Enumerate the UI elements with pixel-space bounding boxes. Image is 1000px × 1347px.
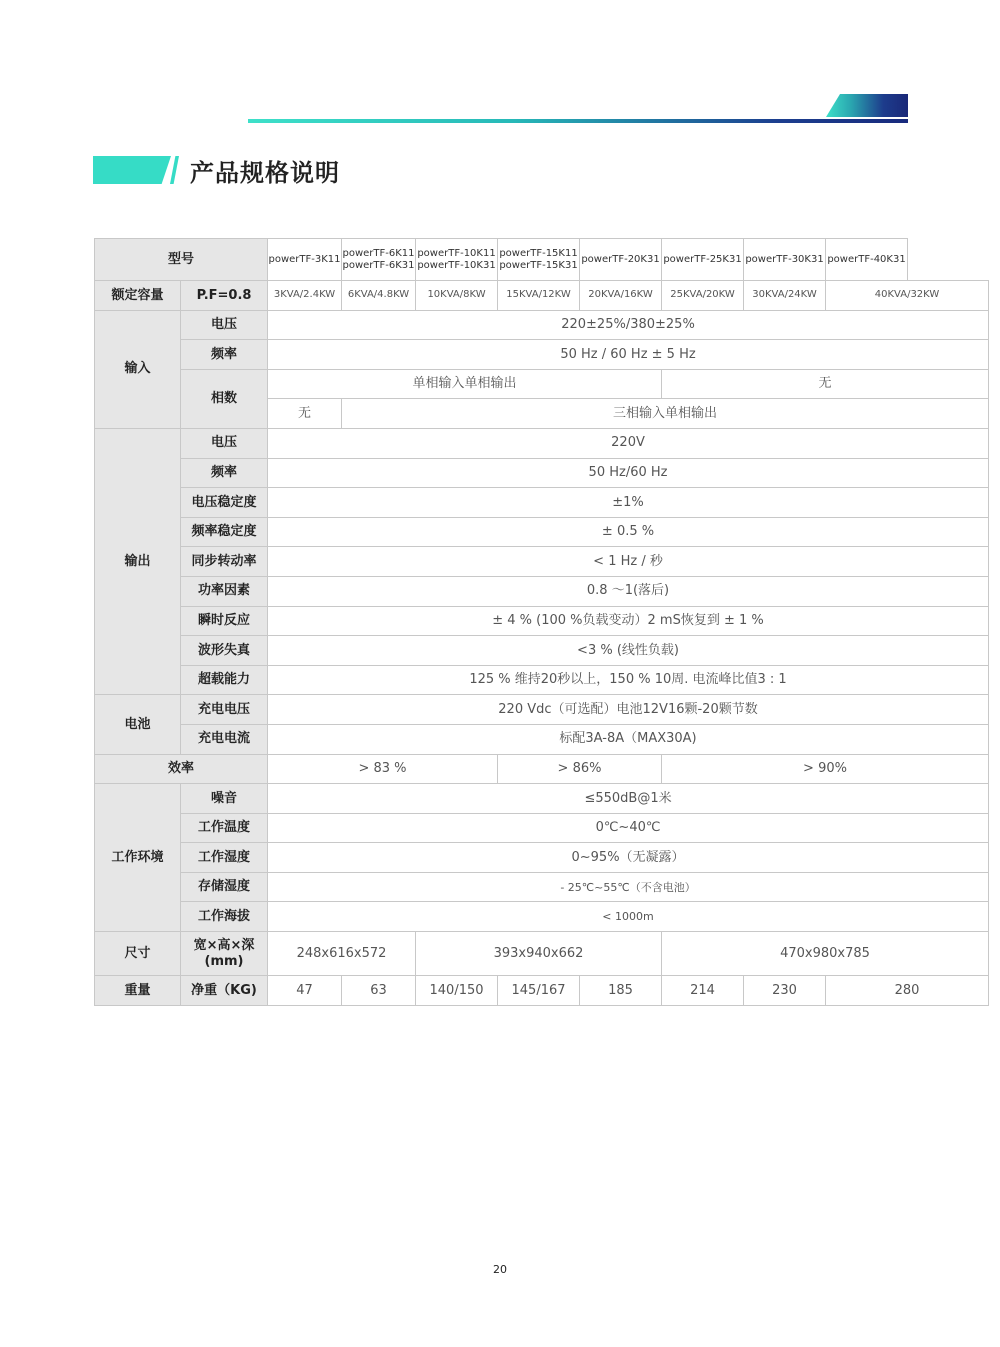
model-cell: powerTF-6K11 powerTF-6K31 [342, 239, 416, 281]
output-transient-label: 瞬时反应 [181, 606, 268, 636]
output-voltage: 220V [268, 428, 989, 458]
env-temp: 0℃~40℃ [268, 813, 989, 843]
output-thd: <3 % (线性负载) [268, 636, 989, 666]
capacity-cell: 6KVA/4.8KW [342, 281, 416, 311]
input-phase-three-none: 无 [268, 399, 342, 429]
battery-label: 电池 [95, 695, 181, 754]
capacity-cell: 30KVA/24KW [744, 281, 826, 311]
output-frequency-label: 频率 [181, 458, 268, 488]
page-number: 20 [493, 1263, 507, 1276]
input-voltage: 220±25%/380±25% [268, 310, 989, 340]
input-voltage-label: 电压 [181, 310, 268, 340]
efficiency-cell: > 86% [498, 754, 662, 784]
weight-cell: 145/167 [498, 976, 580, 1006]
env-humidity: 0~95%（无凝露） [268, 843, 989, 873]
header-gradient-line [248, 119, 908, 123]
output-label: 输出 [95, 428, 181, 694]
title-accent-bar [93, 156, 171, 184]
capacity-row [95, 281, 989, 311]
output-fstab-label: 频率稳定度 [181, 517, 268, 547]
page-title: 产品规格说明 [190, 159, 340, 187]
output-overload-label: 超载能力 [181, 665, 268, 695]
size-cell: 393x940x662 [416, 932, 662, 976]
env-temp-label: 工作温度 [181, 813, 268, 843]
capacity-label: 额定容量 [95, 281, 181, 311]
size-label: 尺寸 [95, 932, 181, 976]
size-cell: 470x980x785 [662, 932, 989, 976]
output-pf: 0.8 ～1(落后) [268, 576, 989, 606]
output-vstab-label: 电压稳定度 [181, 488, 268, 518]
env-noise-label: 噪音 [181, 784, 268, 814]
capacity-cell: 15KVA/12KW [498, 281, 580, 311]
env-storage-label: 存储湿度 [181, 872, 268, 902]
input-phase-single-none: 无 [662, 369, 989, 399]
env-noise: ≤550dB@1米 [268, 784, 989, 814]
model-cell: powerTF-10K11 powerTF-10K31 [416, 239, 498, 281]
battery-charge-v: 220 Vdc（可选配）电池12V16颗-20颗节数 [268, 695, 989, 725]
model-cell: powerTF-40K31 [826, 239, 908, 281]
output-voltage-label: 电压 [181, 428, 268, 458]
size-sub-label: 宽×高×深 (mm) [181, 932, 268, 976]
model-cell: powerTF-15K11 powerTF-15K31 [498, 239, 580, 281]
weight-cell: 47 [268, 976, 342, 1006]
capacity-cell: 10KVA/8KW [416, 281, 498, 311]
output-thd-label: 波形失真 [181, 636, 268, 666]
input-phase-three: 三相输入单相输出 [342, 399, 989, 429]
input-phase-label: 相数 [181, 369, 268, 428]
capacity-cell: 3KVA/2.4KW [268, 281, 342, 311]
output-fstab: ± 0.5 % [268, 517, 989, 547]
capacity-cell: 25KVA/20KW [662, 281, 744, 311]
input-frequency: 50 Hz / 60 Hz ± 5 Hz [268, 340, 989, 370]
capacity-cell: 20KVA/16KW [580, 281, 662, 311]
input-label: 输入 [95, 310, 181, 428]
battery-charge-i-label: 充电电流 [181, 724, 268, 754]
weight-cell: 214 [662, 976, 744, 1006]
environment-label: 工作环境 [95, 784, 181, 932]
model-row [95, 239, 989, 281]
model-cell: powerTF-30K31 [744, 239, 826, 281]
pf-label: P.F=0.8 [181, 281, 268, 311]
input-frequency-label: 频率 [181, 340, 268, 370]
output-transient: ± 4 % (100 %负载变动）2 mS恢复到 ± 1 % [268, 606, 989, 636]
env-altitude-label: 工作海拔 [181, 902, 268, 932]
output-overload: 125 % 维持20秒以上，150 % 10周. 电流峰比值3 : 1 [268, 665, 989, 695]
weight-sub-label: 净重（KG) [181, 976, 268, 1006]
efficiency-label: 效率 [95, 754, 268, 784]
model-cell: powerTF-20K31 [580, 239, 662, 281]
output-pf-label: 功率因素 [181, 576, 268, 606]
weight-cell: 280 [826, 976, 989, 1006]
env-altitude: < 1000m [268, 902, 989, 932]
weight-cell: 140/150 [416, 976, 498, 1006]
env-storage: - 25℃~55℃（不含电池） [268, 872, 989, 902]
efficiency-cell: > 83 % [268, 754, 498, 784]
spec-table [94, 238, 989, 1006]
output-frequency: 50 Hz/60 Hz [268, 458, 989, 488]
capacity-cell: 40KVA/32KW [826, 281, 989, 311]
model-cell: powerTF-3K11 [268, 239, 342, 281]
battery-charge-v-label: 充电电压 [181, 695, 268, 725]
input-phase-single: 单相输入单相输出 [268, 369, 662, 399]
model-cell: powerTF-25K31 [662, 239, 744, 281]
weight-label: 重量 [95, 976, 181, 1006]
output-vstab: ±1% [268, 488, 989, 518]
weight-cell: 230 [744, 976, 826, 1006]
title-accent-slash [170, 156, 179, 184]
weight-cell: 63 [342, 976, 416, 1006]
output-sync-label: 同步转动率 [181, 547, 268, 577]
model-label: 型号 [95, 239, 268, 281]
efficiency-cell: > 90% [662, 754, 989, 784]
size-cell: 248x616x572 [268, 932, 416, 976]
weight-cell: 185 [580, 976, 662, 1006]
output-sync: < 1 Hz / 秒 [268, 547, 989, 577]
header-gradient-block [826, 94, 908, 117]
battery-charge-i: 标配3A-8A（MAX30A) [268, 724, 989, 754]
env-humidity-label: 工作湿度 [181, 843, 268, 873]
